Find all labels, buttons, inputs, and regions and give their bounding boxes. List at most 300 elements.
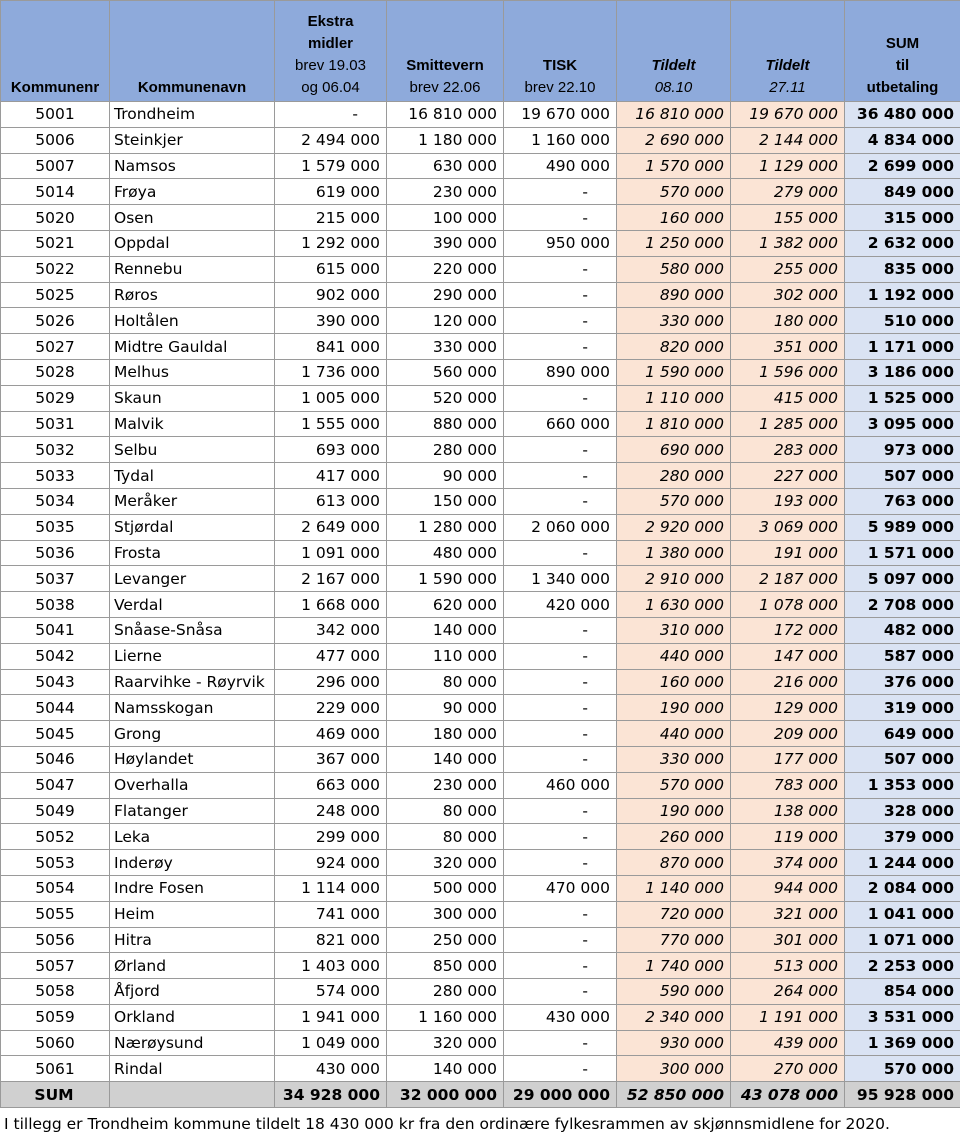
kommunenavn-cell: Heim: [110, 901, 275, 927]
kommunenavn-cell: Malvik: [110, 411, 275, 437]
header-tisk: TISK brev 22.10: [504, 1, 617, 102]
tildelt-0810-cell: 1 630 000: [617, 592, 731, 618]
ekstra-midler-cell: 613 000: [275, 488, 387, 514]
kommunenavn-cell: Grong: [110, 721, 275, 747]
smittevern-cell: 1 590 000: [387, 566, 504, 592]
tildelt-2711-cell: 1 191 000: [731, 1004, 845, 1030]
smittevern-cell: 230 000: [387, 772, 504, 798]
kommunenr-cell: 5006: [1, 127, 110, 153]
tildelt-2711-cell: 255 000: [731, 256, 845, 282]
tisk-cell: -: [504, 488, 617, 514]
sum-cell: 649 000: [845, 721, 960, 747]
ekstra-midler-cell: 1 091 000: [275, 540, 387, 566]
tildelt-0810-cell: 310 000: [617, 617, 731, 643]
tisk-cell: -: [504, 824, 617, 850]
table-row: [1, 488, 960, 514]
tisk-cell: -: [504, 643, 617, 669]
smittevern-cell: 630 000: [387, 153, 504, 179]
tildelt-0810-cell: 440 000: [617, 721, 731, 747]
sum-cell: 1 171 000: [845, 334, 960, 360]
tisk-cell: -: [504, 282, 617, 308]
tildelt-0810-cell: 190 000: [617, 695, 731, 721]
smittevern-cell: 620 000: [387, 592, 504, 618]
table-row: [1, 798, 960, 824]
smittevern-cell: 230 000: [387, 179, 504, 205]
table-row: [1, 901, 960, 927]
smittevern-cell: 850 000: [387, 953, 504, 979]
kommunenr-cell: 5043: [1, 669, 110, 695]
smittevern-cell: 110 000: [387, 643, 504, 669]
table-row: [1, 411, 960, 437]
tisk-cell: 420 000: [504, 592, 617, 618]
ekstra-midler-cell: 215 000: [275, 205, 387, 231]
tildelt-2711-cell: 193 000: [731, 488, 845, 514]
smittevern-cell: 16 810 000: [387, 102, 504, 128]
tisk-cell: 430 000: [504, 1004, 617, 1030]
tisk-cell: 950 000: [504, 230, 617, 256]
tisk-cell: -: [504, 798, 617, 824]
sum-cell: 4 834 000: [845, 127, 960, 153]
smittevern-cell: 480 000: [387, 540, 504, 566]
tildelt-0810-cell: 16 810 000: [617, 102, 731, 128]
tildelt-2711-cell: 216 000: [731, 669, 845, 695]
smittevern-cell: 880 000: [387, 411, 504, 437]
kommunenr-cell: 5058: [1, 979, 110, 1005]
kommunenr-cell: 5025: [1, 282, 110, 308]
ekstra-midler-cell: 663 000: [275, 772, 387, 798]
ekstra-midler-cell: 296 000: [275, 669, 387, 695]
smittevern-cell: 140 000: [387, 1056, 504, 1082]
ekstra-midler-cell: 367 000: [275, 746, 387, 772]
table-row: [1, 540, 960, 566]
table-row: [1, 721, 960, 747]
tildelt-0810-cell: 1 250 000: [617, 230, 731, 256]
tildelt-2711-cell: 374 000: [731, 850, 845, 876]
kommunenavn-cell: Indre Fosen: [110, 875, 275, 901]
smittevern-cell: 80 000: [387, 669, 504, 695]
kommunenr-cell: 5032: [1, 437, 110, 463]
tildelt-2711-cell: 283 000: [731, 437, 845, 463]
ekstra-midler-cell: 299 000: [275, 824, 387, 850]
ekstra-midler-cell: -: [275, 102, 387, 128]
tildelt-2711-cell: 1 285 000: [731, 411, 845, 437]
tildelt-0810-cell: 440 000: [617, 643, 731, 669]
table-row: [1, 643, 960, 669]
tildelt-0810-cell: 1 570 000: [617, 153, 731, 179]
kommunenavn-cell: Tydal: [110, 463, 275, 489]
tisk-cell: -: [504, 385, 617, 411]
table-row: [1, 592, 960, 618]
sum-cell: 319 000: [845, 695, 960, 721]
sum-cell: 854 000: [845, 979, 960, 1005]
tisk-cell: -: [504, 1030, 617, 1056]
table-row: [1, 205, 960, 231]
tildelt-2711-cell: 129 000: [731, 695, 845, 721]
kommunenavn-cell: Stjørdal: [110, 514, 275, 540]
tildelt-0810-cell: 590 000: [617, 979, 731, 1005]
ekstra-midler-cell: 1 005 000: [275, 385, 387, 411]
sum-cell: 5 097 000: [845, 566, 960, 592]
kommunenr-cell: 5029: [1, 385, 110, 411]
tisk-cell: -: [504, 927, 617, 953]
kommunenavn-cell: Namsskogan: [110, 695, 275, 721]
tisk-cell: 1 340 000: [504, 566, 617, 592]
ekstra-midler-cell: 1 049 000: [275, 1030, 387, 1056]
kommunenr-cell: 5038: [1, 592, 110, 618]
tildelt-2711-cell: 301 000: [731, 927, 845, 953]
tildelt-0810-cell: 820 000: [617, 334, 731, 360]
table-row: [1, 282, 960, 308]
sum-cell: 3 531 000: [845, 1004, 960, 1030]
total-tisk: 29 000 000: [504, 1082, 617, 1108]
tisk-cell: -: [504, 308, 617, 334]
table-row: [1, 179, 960, 205]
tisk-cell: -: [504, 334, 617, 360]
total-row: [1, 1082, 960, 1108]
total-empty: [110, 1082, 275, 1108]
header-smittevern: Smittevern brev 22.06: [387, 1, 504, 102]
table-row: [1, 695, 960, 721]
kommunenr-cell: 5026: [1, 308, 110, 334]
total-smittevern: 32 000 000: [387, 1082, 504, 1108]
ekstra-midler-cell: 693 000: [275, 437, 387, 463]
tildelt-2711-cell: 177 000: [731, 746, 845, 772]
kommunenavn-cell: Nærøysund: [110, 1030, 275, 1056]
smittevern-cell: 140 000: [387, 617, 504, 643]
tildelt-0810-cell: 930 000: [617, 1030, 731, 1056]
sum-cell: 328 000: [845, 798, 960, 824]
tildelt-0810-cell: 1 140 000: [617, 875, 731, 901]
tildelt-0810-cell: 690 000: [617, 437, 731, 463]
tildelt-2711-cell: 191 000: [731, 540, 845, 566]
smittevern-cell: 330 000: [387, 334, 504, 360]
smittevern-cell: 520 000: [387, 385, 504, 411]
kommunenavn-cell: Flatanger: [110, 798, 275, 824]
smittevern-cell: 1 280 000: [387, 514, 504, 540]
kommunenr-cell: 5014: [1, 179, 110, 205]
table-row: [1, 979, 960, 1005]
tildelt-0810-cell: 160 000: [617, 205, 731, 231]
header-tildelt-2711: Tildelt 27.11: [731, 1, 845, 102]
table-row: [1, 334, 960, 360]
tisk-cell: 660 000: [504, 411, 617, 437]
ekstra-midler-cell: 619 000: [275, 179, 387, 205]
smittevern-cell: 500 000: [387, 875, 504, 901]
tildelt-2711-cell: 302 000: [731, 282, 845, 308]
tildelt-0810-cell: 570 000: [617, 179, 731, 205]
sum-cell: 376 000: [845, 669, 960, 695]
sum-cell: 36 480 000: [845, 102, 960, 128]
kommunenr-cell: 5034: [1, 488, 110, 514]
tildelt-0810-cell: 1 740 000: [617, 953, 731, 979]
kommunenr-cell: 5001: [1, 102, 110, 128]
ekstra-midler-cell: 417 000: [275, 463, 387, 489]
tildelt-0810-cell: 1 590 000: [617, 359, 731, 385]
table-row: [1, 463, 960, 489]
ekstra-midler-cell: 390 000: [275, 308, 387, 334]
table-row: [1, 772, 960, 798]
ekstra-midler-cell: 430 000: [275, 1056, 387, 1082]
tisk-cell: 470 000: [504, 875, 617, 901]
kommunenavn-cell: Overhalla: [110, 772, 275, 798]
tildelt-0810-cell: 330 000: [617, 308, 731, 334]
table-row: [1, 669, 960, 695]
kommunenavn-cell: Frøya: [110, 179, 275, 205]
tildelt-0810-cell: 300 000: [617, 1056, 731, 1082]
tildelt-2711-cell: 180 000: [731, 308, 845, 334]
sum-cell: 570 000: [845, 1056, 960, 1082]
tildelt-0810-cell: 570 000: [617, 488, 731, 514]
sum-cell: 763 000: [845, 488, 960, 514]
tisk-cell: -: [504, 721, 617, 747]
tisk-cell: -: [504, 669, 617, 695]
tildelt-2711-cell: 2 187 000: [731, 566, 845, 592]
smittevern-cell: 100 000: [387, 205, 504, 231]
sum-cell: 1 041 000: [845, 901, 960, 927]
smittevern-cell: 280 000: [387, 437, 504, 463]
tildelt-2711-cell: 1 382 000: [731, 230, 845, 256]
table-row: [1, 617, 960, 643]
kommunenavn-cell: Selbu: [110, 437, 275, 463]
smittevern-cell: 560 000: [387, 359, 504, 385]
kommunenr-cell: 5020: [1, 205, 110, 231]
ekstra-midler-cell: 1 555 000: [275, 411, 387, 437]
ekstra-midler-cell: 1 114 000: [275, 875, 387, 901]
sum-cell: 2 084 000: [845, 875, 960, 901]
ekstra-midler-cell: 1 403 000: [275, 953, 387, 979]
tisk-cell: -: [504, 901, 617, 927]
kommunenavn-cell: Raarvihke - Røyrvik: [110, 669, 275, 695]
header-sum-til-utbetaling: SUM til utbetaling: [845, 1, 960, 102]
tildelt-2711-cell: 270 000: [731, 1056, 845, 1082]
kommunenavn-cell: Trondheim: [110, 102, 275, 128]
ekstra-midler-cell: 477 000: [275, 643, 387, 669]
smittevern-cell: 90 000: [387, 695, 504, 721]
tildelt-2711-cell: 279 000: [731, 179, 845, 205]
kommunenr-cell: 5054: [1, 875, 110, 901]
table-row: [1, 1056, 960, 1082]
kommunenavn-cell: Midtre Gauldal: [110, 334, 275, 360]
ekstra-midler-cell: 2 167 000: [275, 566, 387, 592]
kommunenr-cell: 5042: [1, 643, 110, 669]
kommunenr-cell: 5035: [1, 514, 110, 540]
header-tildelt-0810: Tildelt 08.10: [617, 1, 731, 102]
kommunenr-cell: 5028: [1, 359, 110, 385]
ekstra-midler-cell: 821 000: [275, 927, 387, 953]
tisk-cell: -: [504, 1056, 617, 1082]
sum-cell: 2 632 000: [845, 230, 960, 256]
kommunenavn-cell: Røros: [110, 282, 275, 308]
kommunenr-cell: 5044: [1, 695, 110, 721]
kommunenavn-cell: Oppdal: [110, 230, 275, 256]
tildelt-2711-cell: 351 000: [731, 334, 845, 360]
tildelt-2711-cell: 513 000: [731, 953, 845, 979]
kommunenavn-cell: Høylandet: [110, 746, 275, 772]
tildelt-0810-cell: 1 110 000: [617, 385, 731, 411]
tisk-cell: 19 670 000: [504, 102, 617, 128]
kommunenavn-cell: Osen: [110, 205, 275, 231]
tildelt-2711-cell: 147 000: [731, 643, 845, 669]
kommunenr-cell: 5022: [1, 256, 110, 282]
sum-cell: 2 708 000: [845, 592, 960, 618]
tildelt-0810-cell: 720 000: [617, 901, 731, 927]
table-body: [1, 102, 960, 1082]
kommunenr-cell: 5053: [1, 850, 110, 876]
kommunenr-cell: 5060: [1, 1030, 110, 1056]
tisk-cell: -: [504, 746, 617, 772]
kommunenr-cell: 5031: [1, 411, 110, 437]
tildelt-2711-cell: 19 670 000: [731, 102, 845, 128]
header-kommunenr: Kommunenr: [1, 1, 110, 102]
smittevern-cell: 320 000: [387, 1030, 504, 1056]
kommunenavn-cell: Namsos: [110, 153, 275, 179]
ekstra-midler-cell: 924 000: [275, 850, 387, 876]
table-row: [1, 153, 960, 179]
smittevern-cell: 390 000: [387, 230, 504, 256]
kommunenr-cell: 5037: [1, 566, 110, 592]
kommunenr-cell: 5052: [1, 824, 110, 850]
tildelt-0810-cell: 2 920 000: [617, 514, 731, 540]
smittevern-cell: 320 000: [387, 850, 504, 876]
ekstra-midler-cell: 741 000: [275, 901, 387, 927]
header-row: [1, 1, 960, 102]
ekstra-midler-cell: 841 000: [275, 334, 387, 360]
tisk-cell: -: [504, 205, 617, 231]
kommunenr-cell: 5036: [1, 540, 110, 566]
ekstra-midler-cell: 574 000: [275, 979, 387, 1005]
tildelt-0810-cell: 190 000: [617, 798, 731, 824]
tisk-cell: -: [504, 256, 617, 282]
table-row: [1, 1004, 960, 1030]
kommunenavn-cell: Skaun: [110, 385, 275, 411]
kommunenavn-cell: Steinkjer: [110, 127, 275, 153]
tildelt-2711-cell: 1 078 000: [731, 592, 845, 618]
smittevern-cell: 80 000: [387, 798, 504, 824]
tisk-cell: 890 000: [504, 359, 617, 385]
sum-cell: 315 000: [845, 205, 960, 231]
kommunenavn-cell: Åfjord: [110, 979, 275, 1005]
tisk-cell: 460 000: [504, 772, 617, 798]
tildelt-2711-cell: 321 000: [731, 901, 845, 927]
smittevern-cell: 140 000: [387, 746, 504, 772]
tildelt-0810-cell: 160 000: [617, 669, 731, 695]
tildelt-0810-cell: 770 000: [617, 927, 731, 953]
kommunenr-cell: 5046: [1, 746, 110, 772]
table-row: [1, 1030, 960, 1056]
tildelt-2711-cell: 138 000: [731, 798, 845, 824]
kommunenavn-cell: Hitra: [110, 927, 275, 953]
tildelt-2711-cell: 264 000: [731, 979, 845, 1005]
sum-cell: 973 000: [845, 437, 960, 463]
kommunenavn-cell: Lierne: [110, 643, 275, 669]
sum-cell: 507 000: [845, 463, 960, 489]
sum-cell: 1 071 000: [845, 927, 960, 953]
tildelt-0810-cell: 260 000: [617, 824, 731, 850]
tisk-cell: 2 060 000: [504, 514, 617, 540]
kommunenavn-cell: Holtålen: [110, 308, 275, 334]
kommunenr-cell: 5061: [1, 1056, 110, 1082]
tisk-cell: -: [504, 850, 617, 876]
ekstra-midler-cell: 1 668 000: [275, 592, 387, 618]
sum-cell: 835 000: [845, 256, 960, 282]
kommunenr-cell: 5027: [1, 334, 110, 360]
sum-cell: 2 253 000: [845, 953, 960, 979]
tildelt-0810-cell: 2 690 000: [617, 127, 731, 153]
table-row: [1, 230, 960, 256]
sum-cell: 1 525 000: [845, 385, 960, 411]
tildelt-0810-cell: 870 000: [617, 850, 731, 876]
smittevern-cell: 80 000: [387, 824, 504, 850]
tildelt-0810-cell: 1 380 000: [617, 540, 731, 566]
tildelt-2711-cell: 944 000: [731, 875, 845, 901]
tildelt-2711-cell: 155 000: [731, 205, 845, 231]
tisk-cell: -: [504, 463, 617, 489]
table-row: [1, 256, 960, 282]
sum-cell: 5 989 000: [845, 514, 960, 540]
table-row: [1, 514, 960, 540]
tisk-cell: -: [504, 437, 617, 463]
tisk-cell: -: [504, 540, 617, 566]
sum-cell: 507 000: [845, 746, 960, 772]
tisk-cell: -: [504, 179, 617, 205]
table-row: [1, 566, 960, 592]
kommunenr-cell: 5055: [1, 901, 110, 927]
tisk-cell: -: [504, 953, 617, 979]
tisk-cell: -: [504, 979, 617, 1005]
kommunenr-cell: 5049: [1, 798, 110, 824]
ekstra-midler-cell: 1 941 000: [275, 1004, 387, 1030]
smittevern-cell: 280 000: [387, 979, 504, 1005]
tildelt-0810-cell: 280 000: [617, 463, 731, 489]
smittevern-cell: 90 000: [387, 463, 504, 489]
sum-cell: 1 369 000: [845, 1030, 960, 1056]
header-kommunenavn: Kommunenavn: [110, 1, 275, 102]
table-row: [1, 927, 960, 953]
ekstra-midler-cell: 615 000: [275, 256, 387, 282]
ekstra-midler-cell: 248 000: [275, 798, 387, 824]
tildelt-0810-cell: 890 000: [617, 282, 731, 308]
smittevern-cell: 300 000: [387, 901, 504, 927]
tisk-cell: 1 160 000: [504, 127, 617, 153]
kommunenavn-cell: Ørland: [110, 953, 275, 979]
kommunenr-cell: 5007: [1, 153, 110, 179]
table-row: [1, 953, 960, 979]
smittevern-cell: 1 160 000: [387, 1004, 504, 1030]
total-tildelt-0810: 52 850 000: [617, 1082, 731, 1108]
smittevern-cell: 220 000: [387, 256, 504, 282]
kommunenr-cell: 5047: [1, 772, 110, 798]
sum-cell: 379 000: [845, 824, 960, 850]
tildelt-2711-cell: 439 000: [731, 1030, 845, 1056]
kommunenavn-cell: Inderøy: [110, 850, 275, 876]
table-row: [1, 359, 960, 385]
tildelt-2711-cell: 3 069 000: [731, 514, 845, 540]
kommunenr-cell: 5059: [1, 1004, 110, 1030]
smittevern-cell: 150 000: [387, 488, 504, 514]
kommunenr-cell: 5045: [1, 721, 110, 747]
kommunenavn-cell: Leka: [110, 824, 275, 850]
tisk-cell: 490 000: [504, 153, 617, 179]
kommunenr-cell: 5056: [1, 927, 110, 953]
tildelt-0810-cell: 330 000: [617, 746, 731, 772]
table-row: [1, 102, 960, 128]
kommunenavn-cell: Verdal: [110, 592, 275, 618]
ekstra-midler-cell: 1 292 000: [275, 230, 387, 256]
total-tildelt-2711: 43 078 000: [731, 1082, 845, 1108]
ekstra-midler-cell: 229 000: [275, 695, 387, 721]
sum-cell: 1 571 000: [845, 540, 960, 566]
ekstra-midler-cell: 1 736 000: [275, 359, 387, 385]
